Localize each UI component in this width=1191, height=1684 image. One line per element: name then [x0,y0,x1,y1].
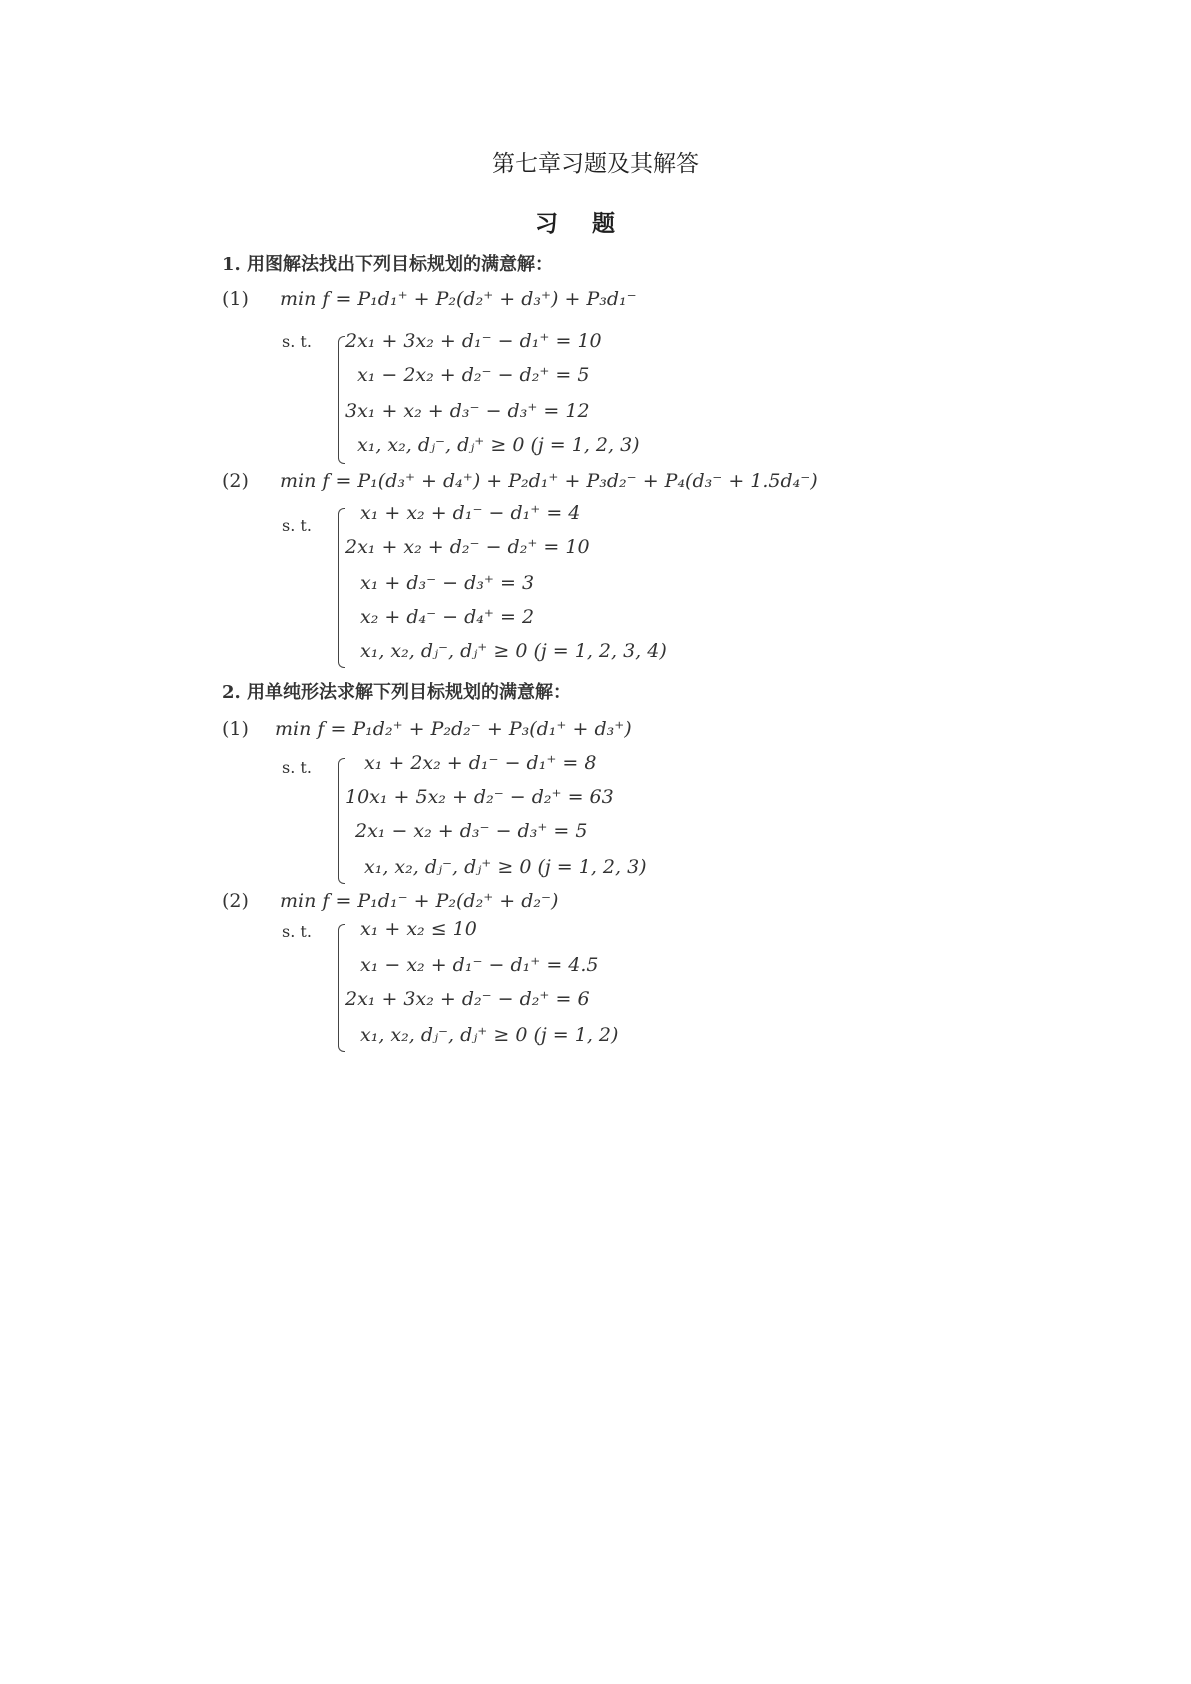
q1-part1-label: (1) [222,288,249,310]
q2-part1-brace [338,758,345,884]
question-1-text: 1. 用图解法找出下列目标规划的满意解： [222,254,554,275]
q2-part1-constraint-3: 2x₁ − x₂ + d₃⁻ − d₃⁺ = 5 [355,820,588,842]
q2-part2-constraint-2: x₁ − x₂ + d₁⁻ − d₁⁺ = 4.5 [360,954,599,976]
q1-part1-brace [338,336,345,464]
q2-part2-objective: min f = P₁d₁⁻ + P₂(d₂⁺ + d₂⁻) [280,890,559,912]
q1-part1-st-label: s. t. [282,332,312,351]
q2-part2-constraint-3: 2x₁ + 3x₂ + d₂⁻ − d₂⁺ = 6 [345,988,590,1010]
q2-part1-st-label: s. t. [282,758,312,777]
q1-part1-constraint-3: 3x₁ + x₂ + d₃⁻ − d₃⁺ = 12 [345,400,590,422]
q1-part1-constraint-4: x₁, x₂, dⱼ⁻, dⱼ⁺ ≥ 0 (j = 1, 2, 3) [357,434,640,456]
q2-part2-constraint-4: x₁, x₂, dⱼ⁻, dⱼ⁺ ≥ 0 (j = 1, 2) [360,1024,619,1046]
q2-part1-constraint-4: x₁, x₂, dⱼ⁻, dⱼ⁺ ≥ 0 (j = 1, 2, 3) [364,856,647,878]
q2-part1-constraint-1: x₁ + 2x₂ + d₁⁻ − d₁⁺ = 8 [364,752,597,774]
q1-part1-objective: min f = P₁d₁⁺ + P₂(d₂⁺ + d₃⁺) + P₃d₁⁻ [280,288,637,310]
q1-part2-constraint-4: x₂ + d₄⁻ − d₄⁺ = 2 [360,606,535,628]
q2-part1-constraint-2: 10x₁ + 5x₂ + d₂⁻ − d₂⁺ = 63 [345,786,614,808]
q1-part2-constraint-1: x₁ + x₂ + d₁⁻ − d₁⁺ = 4 [360,502,581,524]
q2-part2-label: (2) [222,890,249,912]
q1-part2-brace [338,508,345,668]
question-2-text: 2. 用单纯形法求解下列目标规划的满意解： [222,682,572,703]
q1-part2-constraint-5: x₁, x₂, dⱼ⁻, dⱼ⁺ ≥ 0 (j = 1, 2, 3, 4) [360,640,667,662]
section-heading: 习题 [535,210,649,237]
q2-part1-label: (1) [222,718,249,740]
q1-part2-st-label: s. t. [282,516,312,535]
q1-part2-constraint-2: 2x₁ + x₂ + d₂⁻ − d₂⁺ = 10 [345,536,590,558]
q2-part2-constraint-1: x₁ + x₂ ≤ 10 [360,918,477,940]
q2-part2-st-label: s. t. [282,922,312,941]
document-title: 第七章习题及其解答 [492,151,699,177]
q1-part1-constraint-1: 2x₁ + 3x₂ + d₁⁻ − d₁⁺ = 10 [345,330,602,352]
q2-part2-brace [338,924,345,1052]
q1-part2-constraint-3: x₁ + d₃⁻ − d₃⁺ = 3 [360,572,535,594]
q1-part1-constraint-2: x₁ − 2x₂ + d₂⁻ − d₂⁺ = 5 [357,364,590,386]
q1-part2-objective: min f = P₁(d₃⁺ + d₄⁺) + P₂d₁⁺ + P₃d₂⁻ + P₄(d₃⁻ + 1.5d₄⁻) [280,470,818,492]
q2-part1-objective: min f = P₁d₂⁺ + P₂d₂⁻ + P₃(d₁⁺ + d₃⁺) [275,718,632,740]
q1-part2-label: (2) [222,470,249,492]
